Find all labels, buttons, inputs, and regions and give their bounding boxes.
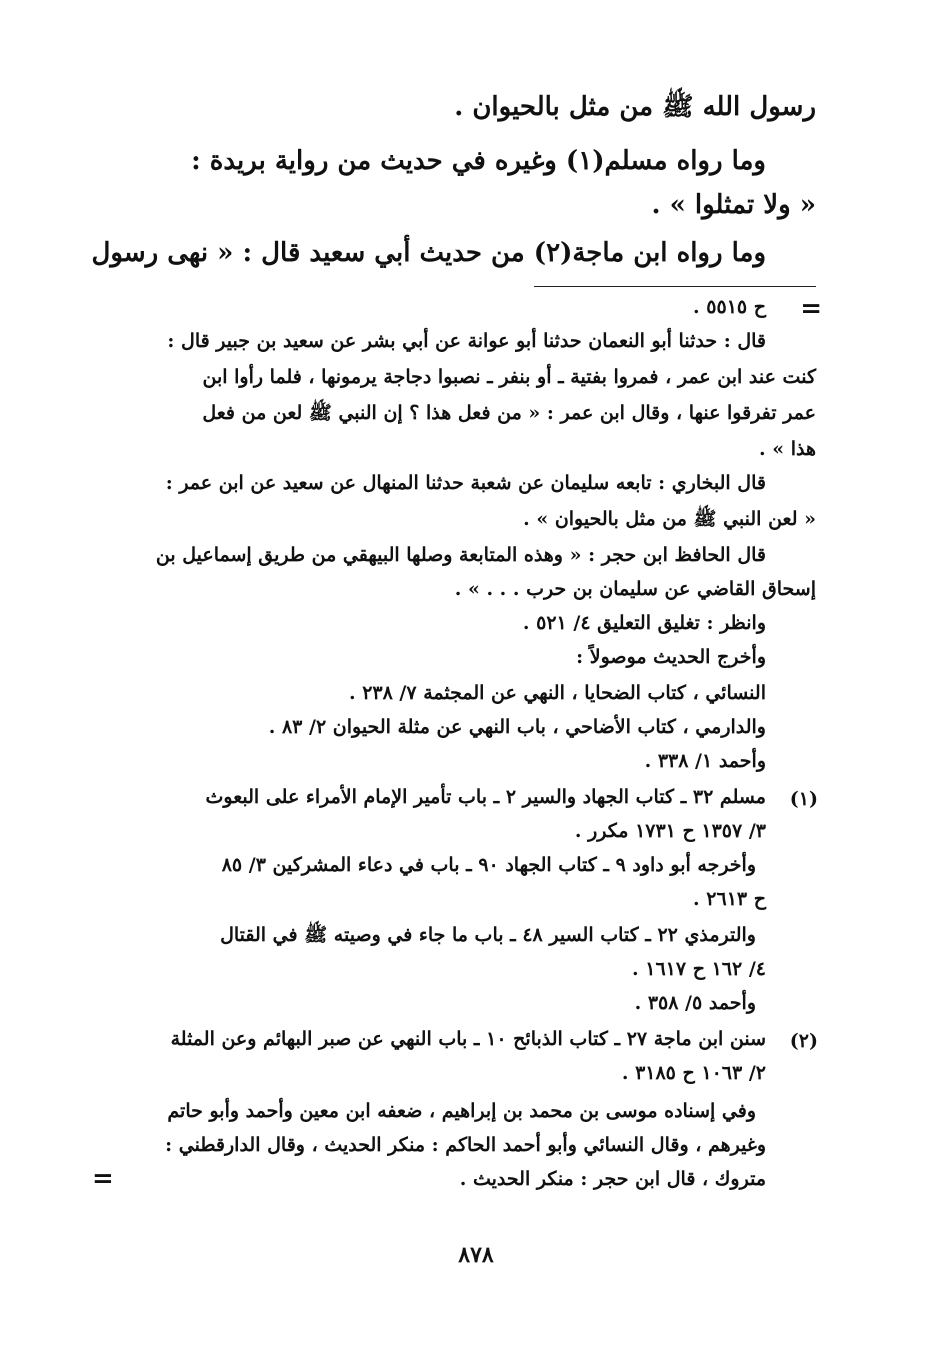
footnote-line: ٢/ ١٠٦٣ ح ٣١٨٥ . [621,1062,766,1084]
page-number: ٨٧٨ [458,1242,494,1268]
note-line: والدارمي ، كتاب الأضاحي ، باب النهي عن مثلة الحيوان ٢/ ٨٣ . [268,716,766,738]
footnote-line: والترمذي ٢٢ ـ كتاب السير ٤٨ ـ باب ما جاء في وصيته ﷺ في القتال [220,924,756,946]
main-text-line: وما رواه ابن ماجة(٢) من حديث أبي سعيد قال : « نهى رسول [91,238,766,268]
footnote-line: ٣/ ١٣٥٧ ح ١٧٣١ مكرر . [574,820,766,842]
footnote-line: وغيرهم ، وقال النسائي وأبو أحمد الحاكم : منكر الحديث ، وقال الدارقطني : [165,1134,766,1156]
continuation-mark: = [92,1164,114,1194]
note-line: إسحاق القاضي عن سليمان بن حرب . . . » . [454,578,816,600]
footnote-number: (١) [789,788,818,810]
footnote-line: متروك ، قال ابن حجر : منكر الحديث . [459,1168,766,1190]
note-line: « لعن النبي ﷺ من مثل بالحيوان » . [523,508,816,530]
footnote-separator [534,286,816,287]
main-text-line: وما رواه مسلم(١) وغيره في حديث من رواية بريدة : [191,146,766,176]
main-text-line: رسول الله ﷺ من مثل بالحيوان . [454,92,816,122]
note-line: قال البخاري : تابعه سليمان عن شعبة حدثنا المنهال عن سعيد عن ابن عمر : [165,472,766,494]
note-line: النسائي ، كتاب الضحايا ، النهي عن المجثمة ٧/ ٢٣٨ . [348,682,766,704]
footnote-line: سنن ابن ماجة ٢٧ ـ كتاب الذبائح ١٠ ـ باب النهي عن صبر البهائم وعن المثلة [170,1028,766,1050]
continuation-mark: = [800,294,822,324]
note-line: قال الحافظ ابن حجر : « وهذه المتابعة وصلها البيهقي من طريق إسماعيل بن [155,544,766,566]
footnote-line: ح ٢٦١٣ . [693,888,766,910]
note-line: وأخرج الحديث موصولاً : [576,646,766,668]
note-line: ح ٥٥١٥ . [693,296,766,318]
footnote-number: (٢) [789,1030,818,1052]
note-line: وأحمد ١/ ٣٣٨ . [644,750,766,772]
note-line: كنت عند ابن عمر ، فمروا بفتية ـ أو بنفر ـ نصبوا دجاجة يرمونها ، فلما رأوا ابن [202,366,816,388]
note-line: وانظر : تغليق التعليق ٤/ ٥٢١ . [522,612,766,634]
footnote-line: ٤/ ١٦٢ ح ١٦١٧ . [632,958,766,980]
footnote-line: مسلم ٣٢ ـ كتاب الجهاد والسير ٢ ـ باب تأمير الإمام الأمراء على البعوث [205,786,766,808]
note-line: عمر تفرقوا عنها ، وقال ابن عمر : « من فعل هذا ؟ إن النبي ﷺ لعن من فعل [202,402,816,424]
footnote-line: وأخرجه أبو داود ٩ ـ كتاب الجهاد ٩٠ ـ باب في دعاء المشركين ٣/ ٨٥ [221,854,756,876]
footnote-line: وأحمد ٥/ ٣٥٨ . [634,992,756,1014]
note-line: هذا » . [759,438,816,460]
note-line: قال : حدثنا أبو النعمان حدثنا أبو عوانة عن أبي بشر عن سعيد بن جبير قال : [167,330,766,352]
footnote-line: وفي إسناده موسى بن محمد بن إبراهيم ، ضعفه ابن معين وأحمد وأبو حاتم [167,1100,756,1122]
main-text-line: « ولا تمثلوا » . [651,190,816,220]
